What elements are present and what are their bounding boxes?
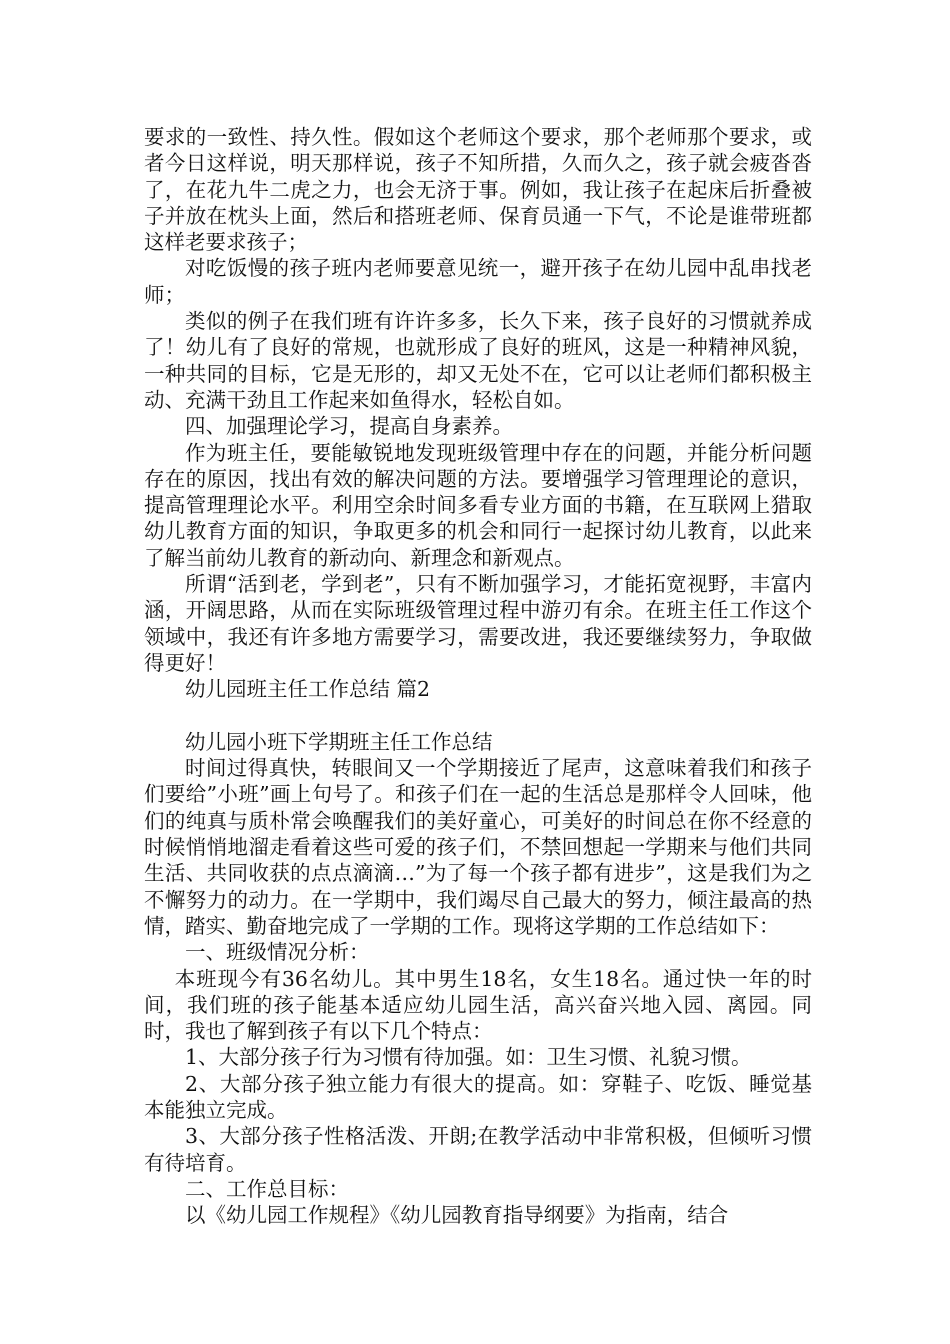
paragraph-goals: 以《幼儿园工作规程》《幼儿园教育指导纲要》为指南，结合 <box>185 1203 729 1228</box>
article-subtitle: 幼儿园小班下学期班主任工作总结 <box>185 729 493 754</box>
list-item-3: 3、大部分孩子性格活泼、开朗;在教学活动中非常积极，但倾听习惯有待培育。 <box>144 1124 812 1175</box>
list-item-1: 1、大部分孩子行为习惯有待加强。如：卫生习惯、礼貌习惯。 <box>185 1045 752 1070</box>
paragraph-meal-rule: 对吃饭慢的孩子班内老师要意见统一，避开孩子在幼儿园中乱串找老师； <box>144 256 812 307</box>
section-heading-goals: 二、工作总目标： <box>185 1176 349 1201</box>
document-page <box>144 124 812 1228</box>
paragraph-class-stats: 本班现今有36名幼儿。其中男生18名，女生18名。通过快一年的时间，我们班的孩子能基本适应幼儿园生活，高兴奋兴地入园、离园。同时，我也了解到孩子有以下几个特点： <box>144 966 812 1044</box>
section-heading-class-analysis: 一、班级情况分析： <box>185 940 370 965</box>
paragraph-lifelong-learning: 所谓“活到老，学到老”，只有不断加强学习，才能拓宽视野，丰富内涵，开阔思路，从而在实际班级管理过程中游刃有余。在班主任工作这个领域中，我还有许多地方需要学习，需要改进，我还要继续努力，争取做得更好！ <box>144 572 812 675</box>
paragraph-habits: 类似的例子在我们班有许许多多，长久下来，孩子良好的习惯就养成了！幼儿有了良好的常规，也就形成了良好的班风，这是一种精神风貌，一种共同的目标，它是无形的，却又无处不在，它可以让老师们都积极主动、充满干劲且工作起来如鱼得水，轻松自如。 <box>144 309 812 412</box>
section-heading-theory: 四、加强理论学习，提高自身素养。 <box>185 414 513 439</box>
list-item-2: 2、大部分孩子独立能力有很大的提高。如：穿鞋子、吃饭、睡觉基本能独立完成。 <box>144 1071 812 1122</box>
paragraph-continuation: 要求的一致性、持久性。假如这个老师这个要求，那个老师那个要求，或者今日这样说，明天那样说，孩子不知所措，久而久之，孩子就会疲沓沓了，在花九牛二虎之力，也会无济于事。例如，我让孩子在起床后折叠被子并放在枕头上面，然后和搭班老师、保育员通一下气，不论是谁带班都这样老要求孩子； <box>144 125 812 255</box>
paragraph-intro: 时间过得真快，转眼间又一个学期接近了尾声，这意味着我们和孩子们要给”小班”画上句号了。和孩子们在一起的生活总是那样令人回味，他们的纯真与质朴常会唤醒我们的美好童心，可美好的时间总在你不经意的时候悄悄地溜走看着这些可爱的孩子们，不禁回想起一学期来与他们共同生活、共同收获的点点滴滴…”为了每一个孩子都有进步”，这是我们为之不懈努力的动力。在一学期中，我们竭尽自己最大的努力，倾注最高的热情，踏实、勤奋地完成了一学期的工作。现将这学期的工作总结如下： <box>144 756 812 938</box>
article-title-part2: 幼儿园班主任工作总结 篇2 <box>185 677 431 702</box>
paragraph-teacher-role: 作为班主任，要能敏锐地发现班级管理中存在的问题，并能分析问题存在的原因，找出有效的解决问题的方法。要增强学习管理理论的意识，提高管理理论水平。利用空余时间多看专业方面的书籍，在互联网上猎取幼儿教育方面的知识，争取更多的机会和同行一起探讨幼儿教育，以此来了解当前幼儿教育的新动向、新理念和新观点。 <box>144 440 812 570</box>
blank-line <box>144 703 812 729</box>
